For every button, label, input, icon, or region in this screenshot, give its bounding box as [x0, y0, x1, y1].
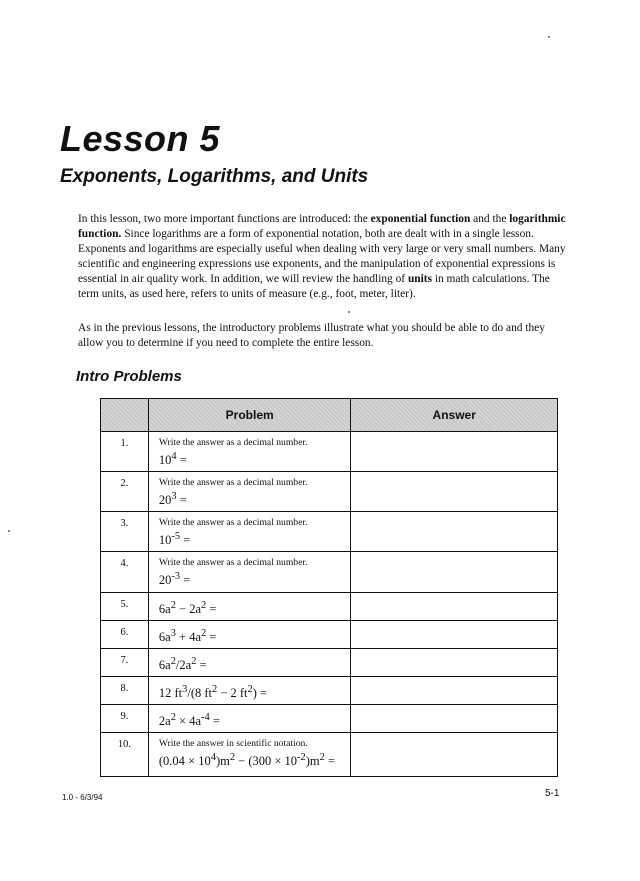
- footer-page-number: 5-1: [545, 788, 560, 799]
- answer-cell[interactable]: [351, 677, 558, 705]
- problem-instruction: Write the answer as a decimal number.: [158, 557, 308, 569]
- scan-speck: [348, 311, 350, 313]
- intro-paragraph-1: In this lesson, two more important functions are introduced: the exponential function and the logarithmic function. Since logarithms are a form of exponential notation, both are dealt with in a single lesson. Exponents and logarithms are especially useful when dealing with very large or very small numbers. Many scientific and engineering expressions use exponents, and the manipulation of exponential expressions is essential in air quality work. In addition, we will review the handling of units in math calculations. The term units, as used here, refers to units of measure (e.g., foot, meter, liter).: [78, 213, 566, 300]
- problem-expression: $2a^2 \times 4a^{-4}$ =: [158, 712, 220, 729]
- problem-cell: [148, 592, 351, 620]
- table-row: [101, 432, 558, 472]
- table-row: [101, 648, 558, 676]
- term-exponential-function: exponential function: [370, 213, 471, 225]
- problem-expression: $6a^3 + 4a^2$ =: [158, 627, 217, 644]
- intro-paragraph-2: As in the previous lessons, the introductory problems illustrate what you should be able to do and they allow you to determine if you need to complete the entire lesson.: [78, 322, 545, 349]
- problem-expression: $20^3$ =: [158, 491, 187, 508]
- problem-number: 4.: [101, 552, 149, 592]
- table-row: [101, 472, 558, 512]
- answer-cell[interactable]: [351, 620, 558, 648]
- lesson-title: Lesson 5: [60, 118, 221, 159]
- lesson-subtitle: Exponents, Logarithms, and Units: [60, 166, 369, 187]
- answer-cell[interactable]: [351, 648, 558, 676]
- answer-cell[interactable]: [351, 592, 558, 620]
- problem-cell: [148, 677, 351, 705]
- problem-instruction: Write the answer as a decimal number.: [158, 437, 308, 448]
- problem-cell: [148, 472, 351, 512]
- header-number-cell: [101, 399, 149, 432]
- problem-cell: [148, 432, 351, 472]
- problem-number: 7.: [101, 648, 149, 676]
- problem-expression: $6a^2/2a^2$ =: [158, 655, 207, 673]
- term-logarithmic-function: logarithmic function.: [78, 213, 566, 240]
- problem-number: 10.: [101, 733, 149, 777]
- answer-cell[interactable]: [351, 432, 558, 472]
- problem-cell: [148, 648, 351, 676]
- problem-number: 2.: [101, 472, 149, 512]
- header-answer: Answer: [351, 399, 558, 432]
- scan-speck: [548, 36, 550, 38]
- problem-number: 3.: [101, 512, 149, 552]
- table-row: [101, 620, 558, 648]
- problem-cell: [148, 733, 351, 777]
- problem-cell: [148, 620, 351, 648]
- problem-expression: $(0.04 \times 10^4)m^2 - (300 \times 10^{-2})m^2$ =: [158, 752, 335, 769]
- answer-cell[interactable]: [351, 552, 558, 592]
- answer-cell[interactable]: [351, 733, 558, 777]
- table-row: [101, 705, 558, 733]
- problem-number: 8.: [101, 677, 149, 705]
- section-heading: Intro Problems: [76, 368, 182, 385]
- problem-cell: [148, 552, 351, 592]
- answer-cell[interactable]: [351, 512, 558, 552]
- intro-problems-table: [100, 398, 558, 777]
- problem-expression: $10^{-5}$ =: [158, 531, 191, 548]
- table-header-row: [101, 399, 558, 432]
- problem-expression: $20^{-3}$ =: [158, 571, 191, 588]
- table-row: [101, 733, 558, 777]
- problem-number: 6.: [101, 620, 149, 648]
- problem-cell: [148, 705, 351, 733]
- problem-instruction: Write the answer as a decimal number.: [158, 517, 308, 529]
- problem-instruction: Write the answer as a decimal number.: [158, 477, 308, 489]
- problem-number: 9.: [101, 705, 149, 733]
- answer-cell[interactable]: [351, 705, 558, 733]
- table-row: [101, 592, 558, 620]
- table-row: [101, 677, 558, 705]
- problem-number: 5.: [101, 592, 149, 620]
- header-problem: Problem: [148, 399, 351, 432]
- problem-cell: [148, 512, 351, 552]
- problem-instruction: Write the answer in scientific notation.: [158, 738, 308, 750]
- table-row: [101, 512, 558, 552]
- problem-number: 1.: [101, 432, 149, 472]
- footer-version: 1.0 - 6/3/94: [62, 793, 103, 802]
- problem-expression: $6a^2 - 2a^2$ =: [158, 599, 217, 616]
- answer-cell[interactable]: [351, 472, 558, 512]
- scan-speck: [8, 530, 10, 532]
- table-row: [101, 552, 558, 592]
- term-units: units: [407, 273, 432, 285]
- problem-expression: $10^4$ =: [158, 451, 187, 468]
- problem-expression: 12 $ft^3/(8$ $ft^2 - 2$ $ft^2$) =: [158, 684, 268, 701]
